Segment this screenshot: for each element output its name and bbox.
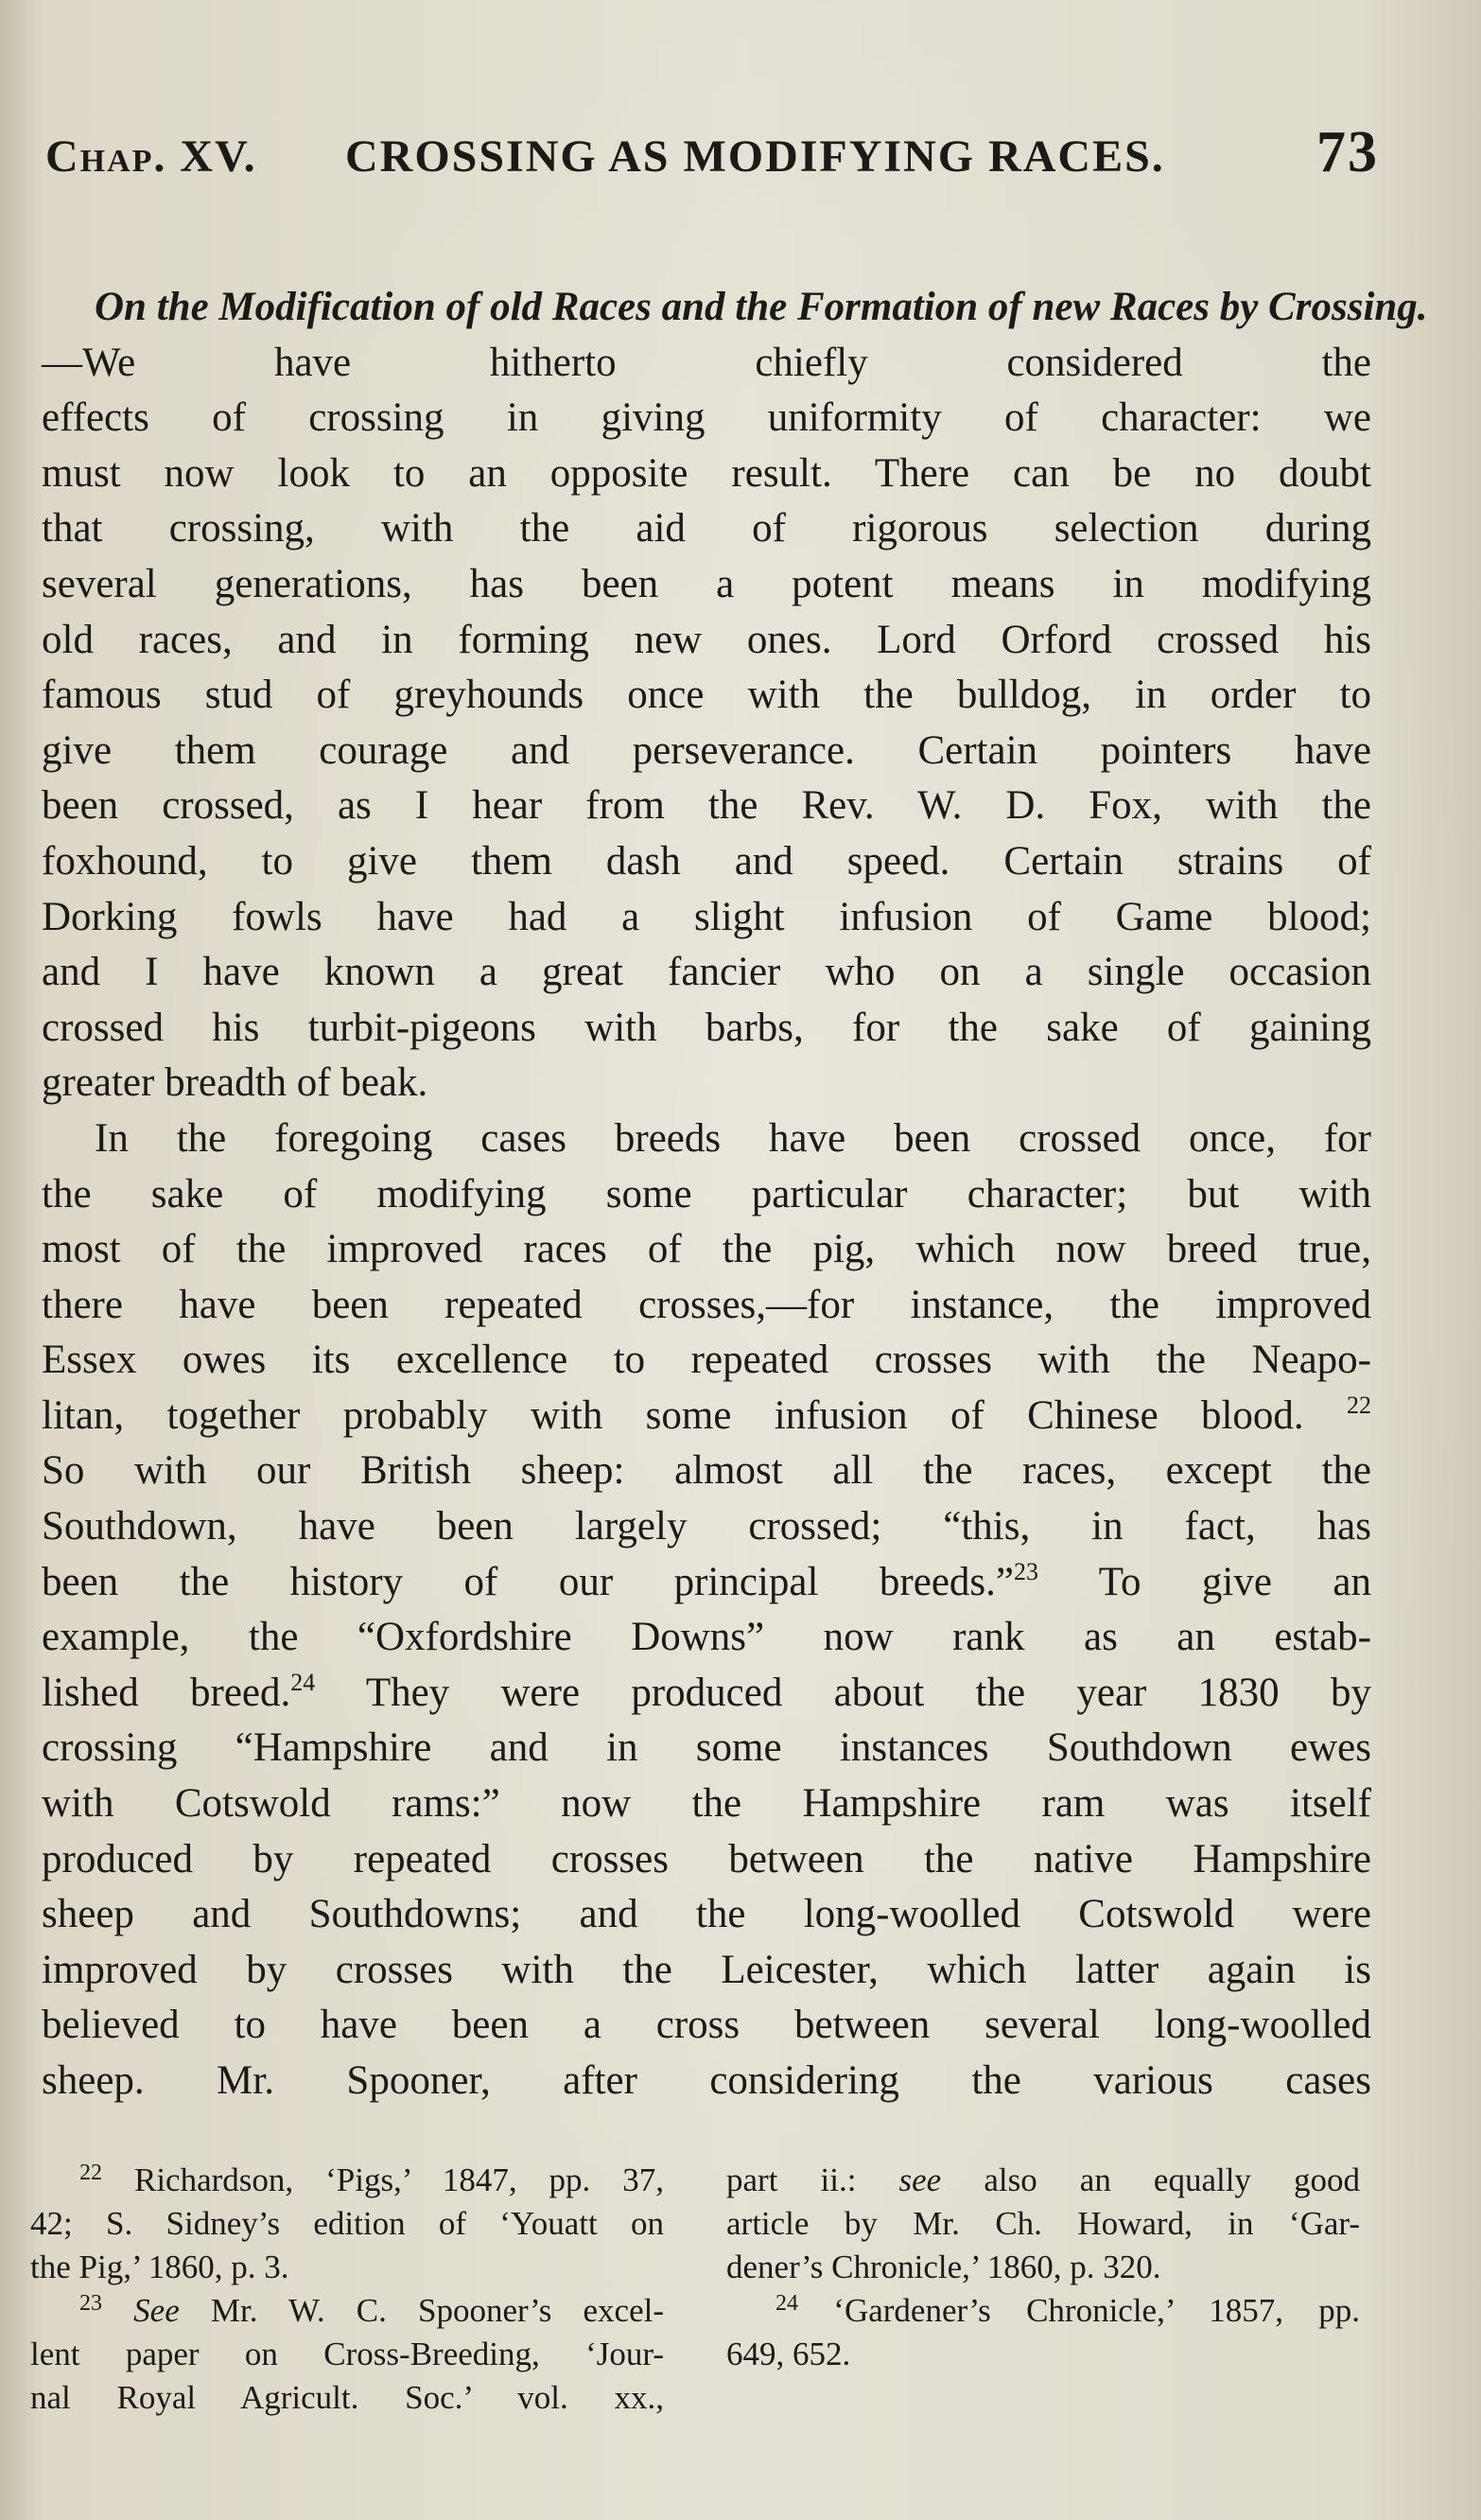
body-line: crossed his turbit-pigeons with barbs, for the sake of gaining [42,1005,1371,1050]
footnote-text: part ii.: [726,2161,857,2198]
body-line: greater breadth of beak. [42,1060,428,1106]
footnote-line: dener’s Chronicle,’ 1860, p. 320. [726,2249,1161,2285]
footnote-line: the Pig,’ 1860, p. 3. [30,2249,289,2285]
body-line: foxhound, to give them dash and speed. Certain strains of [42,838,1371,884]
section-heading: On the Modification of old Races and the Formation of new Races by Crossing. [95,285,1428,329]
body-line-text: lished breed. [42,1670,291,1715]
body-line: In the foregoing cases breeds have been crossed once, for [95,1115,1371,1161]
body-line: with Cotswold rams:” now the Hampshire ram was itself [42,1781,1371,1827]
body-line: the sake of modifying some particular character; but with [42,1171,1371,1216]
footnote-line: nal Royal Agricult. Soc.’ vol. xx., [30,2379,664,2416]
footnote-line: article by Mr. Ch. Howard, in ‘Gar- [726,2205,1360,2242]
footnote-line [30,2159,664,2202]
footnote-line: lent paper on Cross-Breeding, ‘Jour- [30,2336,664,2372]
body-line: sheep. Mr. Spooner, after considering the various cases [42,2058,1371,2103]
footnote-see: see [898,2161,942,2198]
note-ref: 24 [290,1668,316,1696]
body-line-text: They were produced about the year 1830 by [365,1670,1371,1715]
body-line: sheep and Southdowns; and the long-woolled Cotswold were [42,1892,1371,1937]
body-line: several generations, has been a potent means in modifying [42,561,1371,606]
footnote-marker: 24 [775,2291,798,2316]
body-line [42,1555,1371,1611]
body-line-text: been the history of our principal breeds.” [42,1559,1014,1604]
footnote-line [726,2159,1360,2202]
body-line: Essex owes its excellence to repeated crosses with the Neapo- [42,1338,1371,1383]
footnote-line: 649, 652. [726,2336,851,2372]
body-line [42,280,1428,336]
running-head [45,119,1379,185]
chapter-label: Chap. XV. [45,131,257,182]
body-line: So with our British sheep: almost all the races, except the [42,1448,1371,1494]
body-line-text: To give an [1098,1559,1371,1604]
body-line: old races, and in forming new ones. Lord Orford crossed his [42,617,1371,662]
body-line [42,1666,1371,1722]
note-ref: 23 [1013,1557,1038,1585]
footnote-text: ‘Gardener’s Chronicle,’ 1857, pp. [833,2292,1360,2329]
footnote-line [30,2289,664,2333]
body-line: crossing “Hampshire and in some instances Southdown ewes [42,1725,1371,1771]
body-text [42,280,1428,2109]
body-line: and I have known a great fancier who on a single occasion [42,950,1371,995]
body-line: there have been repeated crosses,—for instance, the improved [42,1282,1371,1327]
body-line: that crossing, with the aid of rigorous selection during [42,506,1371,551]
body-line: improved by crosses with the Leicester, which latter again is [42,1947,1371,1992]
footnote-text: Mr. W. C. Spooner’s excel- [210,2292,664,2329]
footnote-line [726,2289,1360,2333]
body-line: example, the “Oxfordshire Downs” now rank as an estab- [42,1615,1371,1660]
body-line: effects of crossing in giving uniformity of character: we [42,395,1371,441]
note-ref: 22 [1347,1391,1372,1419]
body-line [42,1389,1371,1444]
footnotes-left-column [30,2159,664,2420]
footnote-text: Richardson, ‘Pigs,’ 1847, pp. 37, [133,2161,665,2198]
body-line: most of the improved races of the pig, which now breed true, [42,1227,1371,1272]
body-line-text: litan, together probably with some infusion of Chinese blood. [42,1392,1304,1438]
body-line: give them courage and perseverance. Certain pointers have [42,727,1371,773]
page-number: 73 [1316,120,1379,184]
body-line: produced by repeated crosses between the native Hampshire [42,1836,1371,1881]
body-line: must now look to an opposite result. There can be no doubt [42,450,1371,496]
body-line: Dorking fowls have had a slight infusion of Game blood; [42,894,1371,939]
footnote-line: 42; S. Sidney’s edition of ‘Youatt on [30,2205,664,2242]
footnote-marker: 22 [79,2161,102,2185]
body-line: —We have hitherto chiefly considered the [42,340,1371,385]
footnote-marker: 23 [79,2291,102,2316]
footnote-see: See [133,2292,180,2329]
body-line: Southdown, have been largely crossed; “this, in fact, has [42,1504,1371,1549]
body-line: believed to have been a cross between several long-woolled [42,2003,1371,2048]
footnotes-right-column [726,2159,1360,2376]
footnote-text: also an equally good [984,2161,1361,2198]
running-title: CROSSING AS MODIFYING RACES. [345,131,1165,182]
body-line: famous stud of greyhounds once with the bulldog, in order to [42,673,1371,718]
body-line: been crossed, as I hear from the Rev. W. D. Fox, with the [42,783,1371,829]
